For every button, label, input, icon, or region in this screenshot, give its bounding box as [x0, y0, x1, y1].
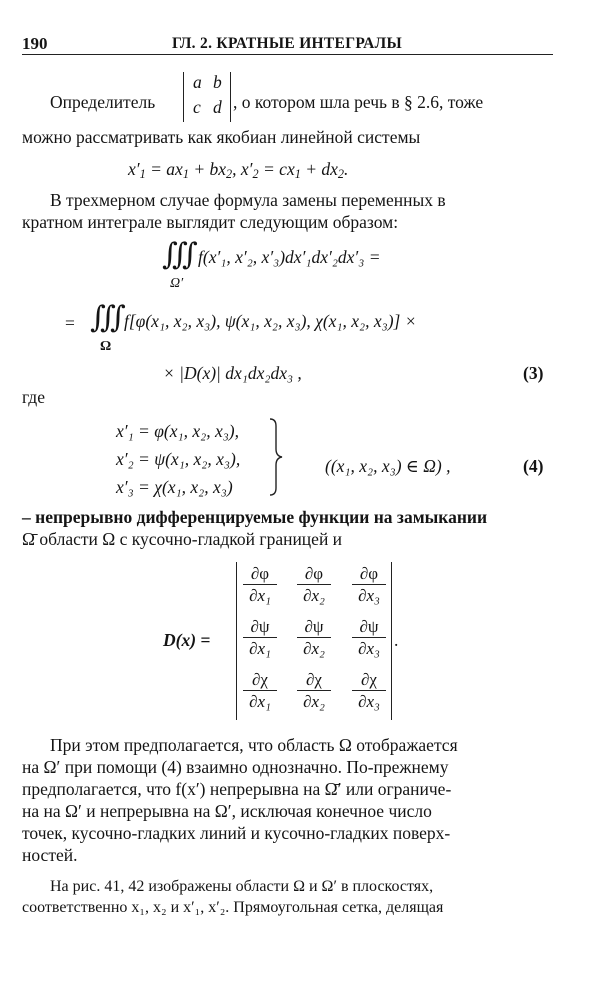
- paragraph4-line5: точек, кусочно-гладких линий и кусочно-гладких поверх-: [22, 823, 451, 843]
- entry-dchi-dx3: ∂χ ∂x₃: [349, 670, 389, 711]
- domain-omega: Ω: [100, 339, 112, 354]
- ls-plus-d-sub: 2: [337, 167, 345, 181]
- rhs-integrand: f[φ(x₁, x₂, x₃), ψ(x₁, x₂, x₃), χ(x₁, x₂, x₃)] ×: [124, 311, 417, 331]
- system4-condition: ((x₁, x₂, x₃) ∈ Ω) ,: [325, 456, 451, 476]
- jacobian-period: .: [394, 630, 399, 650]
- header-rule: [22, 54, 553, 55]
- where-word: где: [22, 387, 45, 407]
- matrix-b: b: [213, 72, 222, 92]
- right-brace-icon: [268, 418, 284, 496]
- equation-label-4: (4): [523, 456, 544, 476]
- paragraph4-line2: на Ω′ при помощи (4) взаимно однозначно. По-прежнему: [22, 757, 449, 777]
- entry-dchi-dx2: ∂χ ∂x₂: [294, 670, 334, 711]
- ls-eq1-sub: 1: [182, 167, 189, 181]
- entry-dpsi-dx1: ∂ψ ∂x₁: [240, 617, 280, 658]
- determinant-intro-rest: , о котором шла речь в § 2.6, тоже: [233, 92, 484, 112]
- triple-integral-rhs: ∭: [90, 300, 119, 335]
- jacobian-lhs: D(x) =: [163, 630, 211, 650]
- ls-x1: x′: [128, 159, 140, 179]
- matrix-c: c: [193, 97, 201, 117]
- paragraph3-line1: – непрерывно дифференцируемые функции на замыкании: [22, 507, 488, 527]
- ls-eq2: = cx: [263, 159, 295, 179]
- lhs-integrand: f(x′₁, x′₂, x′₃)dx′₁dx′₂dx′₃ =: [198, 247, 381, 267]
- entry-dphi-dx3: ∂φ ∂x₃: [349, 564, 389, 605]
- paragraph1-line2: можно рассматривать как якобиан линейной системы: [22, 127, 421, 147]
- jacobian-determinant: [236, 562, 392, 720]
- jacobian-factor-line: × |D(x)| dx₁dx₂dx₃ ,: [163, 363, 302, 383]
- paragraph4-line6: ностей.: [22, 845, 78, 865]
- paragraph3-line2: Ω̄ области Ω с кусочно-гладкой границей и: [22, 529, 343, 549]
- entry-dphi-dx1: ∂φ ∂x₁: [240, 564, 280, 605]
- page-number: 190: [22, 34, 48, 53]
- entry-dphi-dx2: ∂φ ∂x₂: [294, 564, 334, 605]
- equation-label-3: (3): [523, 363, 544, 383]
- paragraph2-line1: В трехмерном случае формула замены переменных в: [50, 190, 446, 210]
- paragraph5-line1: На рис. 41, 42 изображены области Ω и Ω′ в плоскостях,: [50, 878, 434, 895]
- determinant-intro-word: Определитель: [50, 92, 156, 112]
- ls-comma: ,: [232, 159, 237, 179]
- system4-row1: x′₁ = φ(x₁, x₂, x₃),: [116, 421, 240, 441]
- ls-plus-d: + dx: [305, 159, 338, 179]
- system4-row2: x′₂ = ψ(x₁, x₂, x₃),: [116, 449, 241, 469]
- ls-period: .: [344, 159, 349, 179]
- ls-plus-b: + bx: [193, 159, 227, 179]
- chapter-title: ГЛ. 2. КРАТНЫЕ ИНТЕГРАЛЫ: [172, 35, 403, 52]
- ls-eq2-sub: 1: [294, 167, 301, 181]
- entry-dpsi-dx3: ∂ψ ∂x₃: [349, 617, 389, 658]
- determinant-2x2: [183, 72, 231, 122]
- ls-plus-b-sub: 2: [226, 167, 233, 181]
- matrix-a: a: [193, 72, 202, 92]
- ls-eq1: = ax: [150, 159, 183, 179]
- equals-sign: =: [65, 313, 75, 333]
- ls-x2-sub: 2: [252, 167, 259, 181]
- system4-row3: x′₃ = χ(x₁, x₂, x₃): [116, 477, 233, 497]
- ls-x1-sub: 1: [139, 167, 146, 181]
- matrix-d: d: [213, 97, 222, 117]
- paragraph4-line3: предполагается, что f(x′) непрерывна на Ω̄′ или ограниче-: [22, 779, 452, 799]
- linear-system: [128, 158, 348, 180]
- ls-x2: x′: [240, 159, 253, 179]
- paragraph2-line2: кратном интеграле выглядит следующим образом:: [22, 212, 399, 232]
- paragraph5-line2: соответственно x₁, x₂ и x′₁, x′₂. Прямоугольная сетка, делящая: [22, 899, 444, 916]
- triple-integral-lhs: ∭: [162, 237, 191, 272]
- entry-dpsi-dx2: ∂ψ ∂x₂: [294, 617, 334, 658]
- entry-dchi-dx1: ∂χ ∂x₁: [240, 670, 280, 711]
- paragraph4-line4: на на Ω′ и непрерывна на Ω′, исключая конечное число: [22, 801, 432, 821]
- paragraph4-line1: При этом предполагается, что область Ω отображается: [50, 735, 458, 755]
- domain-omega-prime: Ω′: [170, 276, 184, 291]
